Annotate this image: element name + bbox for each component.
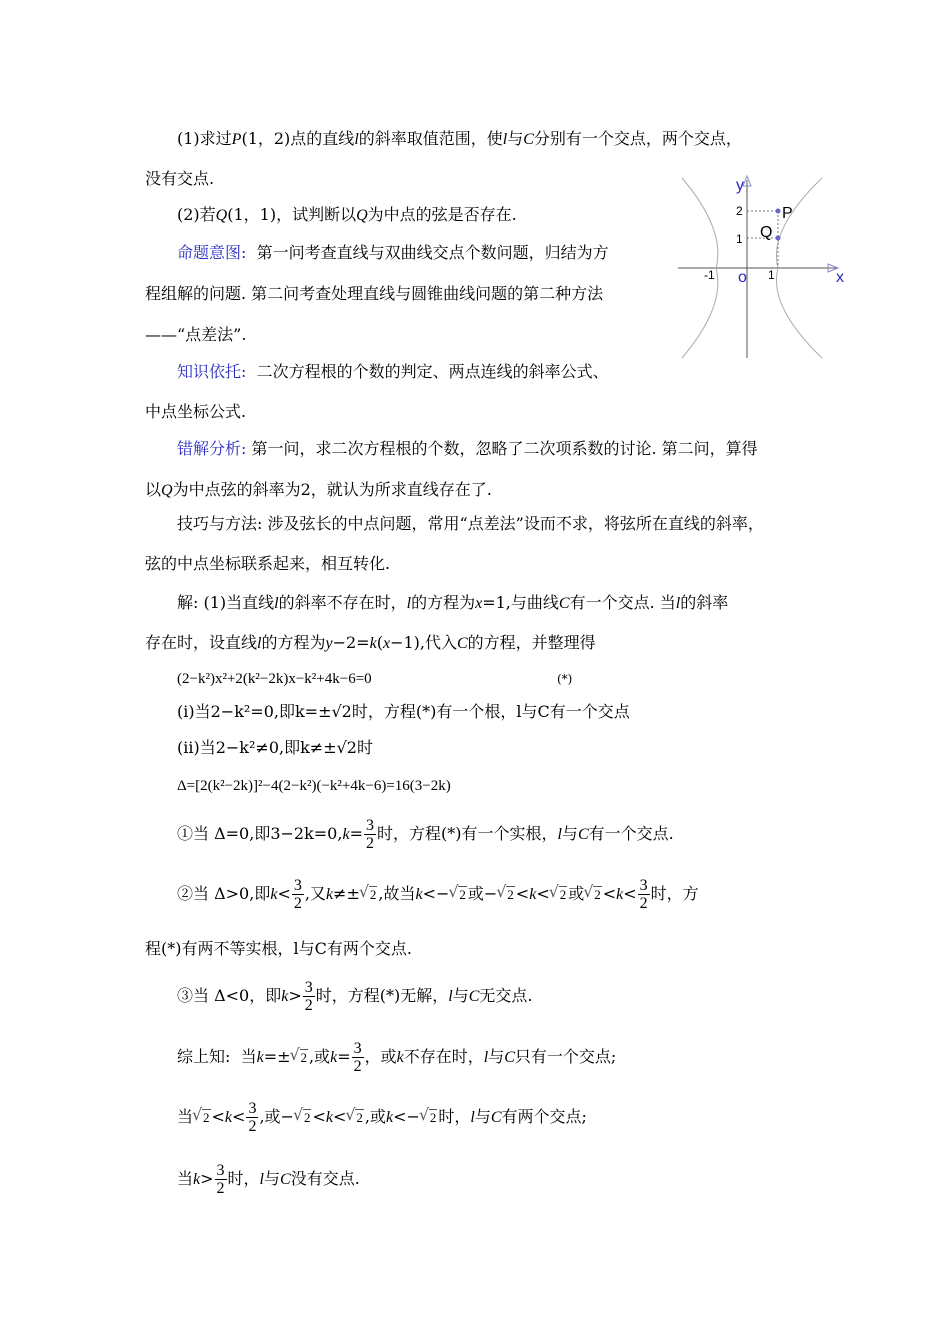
text: 二次方程根的个数的判定、两点连线的斜率公式、: [256, 362, 609, 381]
var-q: Q: [215, 207, 228, 224]
text: 以: [145, 480, 162, 499]
text: 分别有一个交点，两个交点，: [533, 129, 742, 148]
text: (1，1)，试判断以: [227, 205, 357, 224]
problem-part2: [177, 204, 517, 227]
text: (2)若: [177, 205, 216, 224]
fraction-3-2: $\frac{3}{2}$: [216, 1162, 225, 1197]
var-l: l: [354, 131, 359, 148]
sqrt-2: √ 2: [449, 875, 467, 916]
tick-y2-label: 2: [736, 204, 743, 218]
case-i: (ⅰ)当2−k²=0,即k=±√2时，方程(*)有一个根，l与C有一个交点: [177, 702, 630, 721]
point-q-label: Q: [760, 224, 773, 241]
case-ii: (ⅱ)当2−k²≠0,即k≠±√2时: [177, 738, 373, 757]
text: 第一问考查直线与双曲线交点个数问题，归结为方: [256, 243, 609, 262]
text: 涉及弦长的中点问题，常用“点差法”设而不求，将弦所在直线的斜率，: [267, 514, 764, 533]
solution-line1: 解: (1)当直线l的斜率不存在时，l的方程为x=1,与曲线C有一个交点. 当l的斜率: [177, 593, 729, 612]
text: 的斜率取值范围，使: [358, 129, 503, 148]
error-line2: [145, 479, 492, 502]
tick-xm1-label: -1: [704, 268, 715, 282]
sqrt-2: √ 2: [497, 875, 515, 916]
fraction-3-2: $\frac{3}{2}$: [639, 877, 648, 912]
intent-line1: [177, 242, 609, 264]
knowledge-label: 知识依托:: [177, 362, 247, 381]
var-c: C: [523, 131, 534, 148]
text: (1)求过: [177, 129, 232, 148]
sqrt-2: √ 2: [420, 1098, 438, 1139]
method-line2: 弦的中点坐标联系起来，相互转化.: [145, 554, 391, 573]
sqrt-2: √ 2: [550, 875, 568, 916]
intent-label: 命题意图:: [177, 243, 247, 262]
sqrt-2: √ 2: [346, 1098, 364, 1139]
var-p: P: [231, 131, 242, 148]
subcase-2: ②当 Δ>0,即k< $\frac{3}{2}$ ,又k≠±√ 2 ,故当k<−√ 2 或−√ 2 <k<√ 2 或√ 2 <k< $\frac{3}{2}$ 时，方: [177, 874, 699, 916]
subcase-3: ③当 Δ<0，即k> $\frac{3}{2}$ 时，方程(*)无解，l与C无交点.: [177, 979, 533, 1014]
summary-1: 综上知: 当k=±√ 2 ,或k= $\frac{3}{2}$ ，或k不存在时，l与C只有一个交点;: [177, 1037, 616, 1079]
tick-x1-label: 1: [768, 268, 775, 282]
solution-line2: 存在时，设直线l的方程为y−2=k(x−1),代入C的方程，并整理得: [145, 633, 596, 652]
text: 为中点弦的斜率为2，就认为所求直线存在了.: [172, 480, 492, 499]
problem-part1-line1: [177, 128, 742, 151]
tick-y1-label: 1: [736, 232, 743, 246]
sqrt-2: √ 2: [360, 875, 378, 916]
error-line1: [177, 438, 758, 460]
fraction-3-2: $\frac{3}{2}$: [365, 817, 374, 852]
point-p-label: P: [782, 205, 793, 222]
equation-tag: (*): [557, 672, 573, 686]
x-axis-label: x: [836, 269, 844, 286]
method-line1: [177, 513, 764, 535]
summary-2: 当√ 2 <k< $\frac{3}{2}$ ,或−√ 2 <k<√ 2 ,或k<−√ 2 时，l与C有两个交点;: [177, 1097, 587, 1139]
sqrt-2: √ 2: [291, 1038, 309, 1079]
text: 为中点的弦是否存在.: [367, 205, 517, 224]
sqrt-2: √ 2: [584, 875, 602, 916]
var-q: Q: [356, 207, 368, 224]
hyperbola-figure: [672, 172, 852, 362]
fraction-3-2: $\frac{3}{2}$: [304, 979, 313, 1014]
var-q: Q: [161, 482, 173, 499]
y-axis-label: y: [736, 177, 744, 194]
fraction-3-2: $\frac{3}{2}$: [293, 877, 302, 912]
knowledge-line2: 中点坐标公式.: [145, 402, 247, 421]
subcase-2-line2: 程(*)有两不等实根，l与C有两个交点.: [145, 939, 412, 958]
equation: (2−k²)x²+2(k²−2k)x−k²+4k−6=0: [177, 671, 372, 687]
fraction-3-2: $\frac{3}{2}$: [353, 1040, 362, 1075]
origin-label: o: [738, 269, 747, 286]
error-label: 错解分析:: [177, 439, 247, 458]
intent-line3: ——“点差法”.: [145, 325, 247, 344]
intent-line2: 程组解的问题. 第二问考查处理直线与圆锥曲线问题的第二种方法: [145, 284, 604, 303]
equation-main: [177, 667, 372, 690]
text: 第一问，求二次方程根的个数，忽略了二次项系数的讨论. 第二问，算得: [251, 439, 758, 458]
knowledge-line1: [177, 361, 609, 383]
text: 与: [507, 129, 524, 148]
sqrt-2: √ 2: [294, 1098, 312, 1139]
sqrt-2: √ 2: [193, 1098, 211, 1139]
text: (1，2)点的直线: [241, 129, 355, 148]
summary-3: 当k> $\frac{3}{2}$ 时，l与C没有交点.: [177, 1162, 360, 1197]
point-q-marker: [776, 236, 781, 241]
problem-part1-line2: 没有交点.: [145, 169, 215, 188]
subcase-1: ①当 Δ=0,即3−2k=0,k= $\frac{3}{2}$ 时，方程(*)有一个实根，l与C有一个交点.: [177, 817, 674, 852]
point-p-marker: [776, 209, 781, 214]
delta-equation: Δ=[2(k²−2k)]²−4(2−k²)(−k²+4k−6)=16(3−2k): [177, 778, 451, 794]
var-l: l: [502, 131, 508, 148]
method-label: 技巧与方法:: [177, 514, 263, 533]
fraction-3-2: $\frac{3}{2}$: [248, 1100, 257, 1135]
